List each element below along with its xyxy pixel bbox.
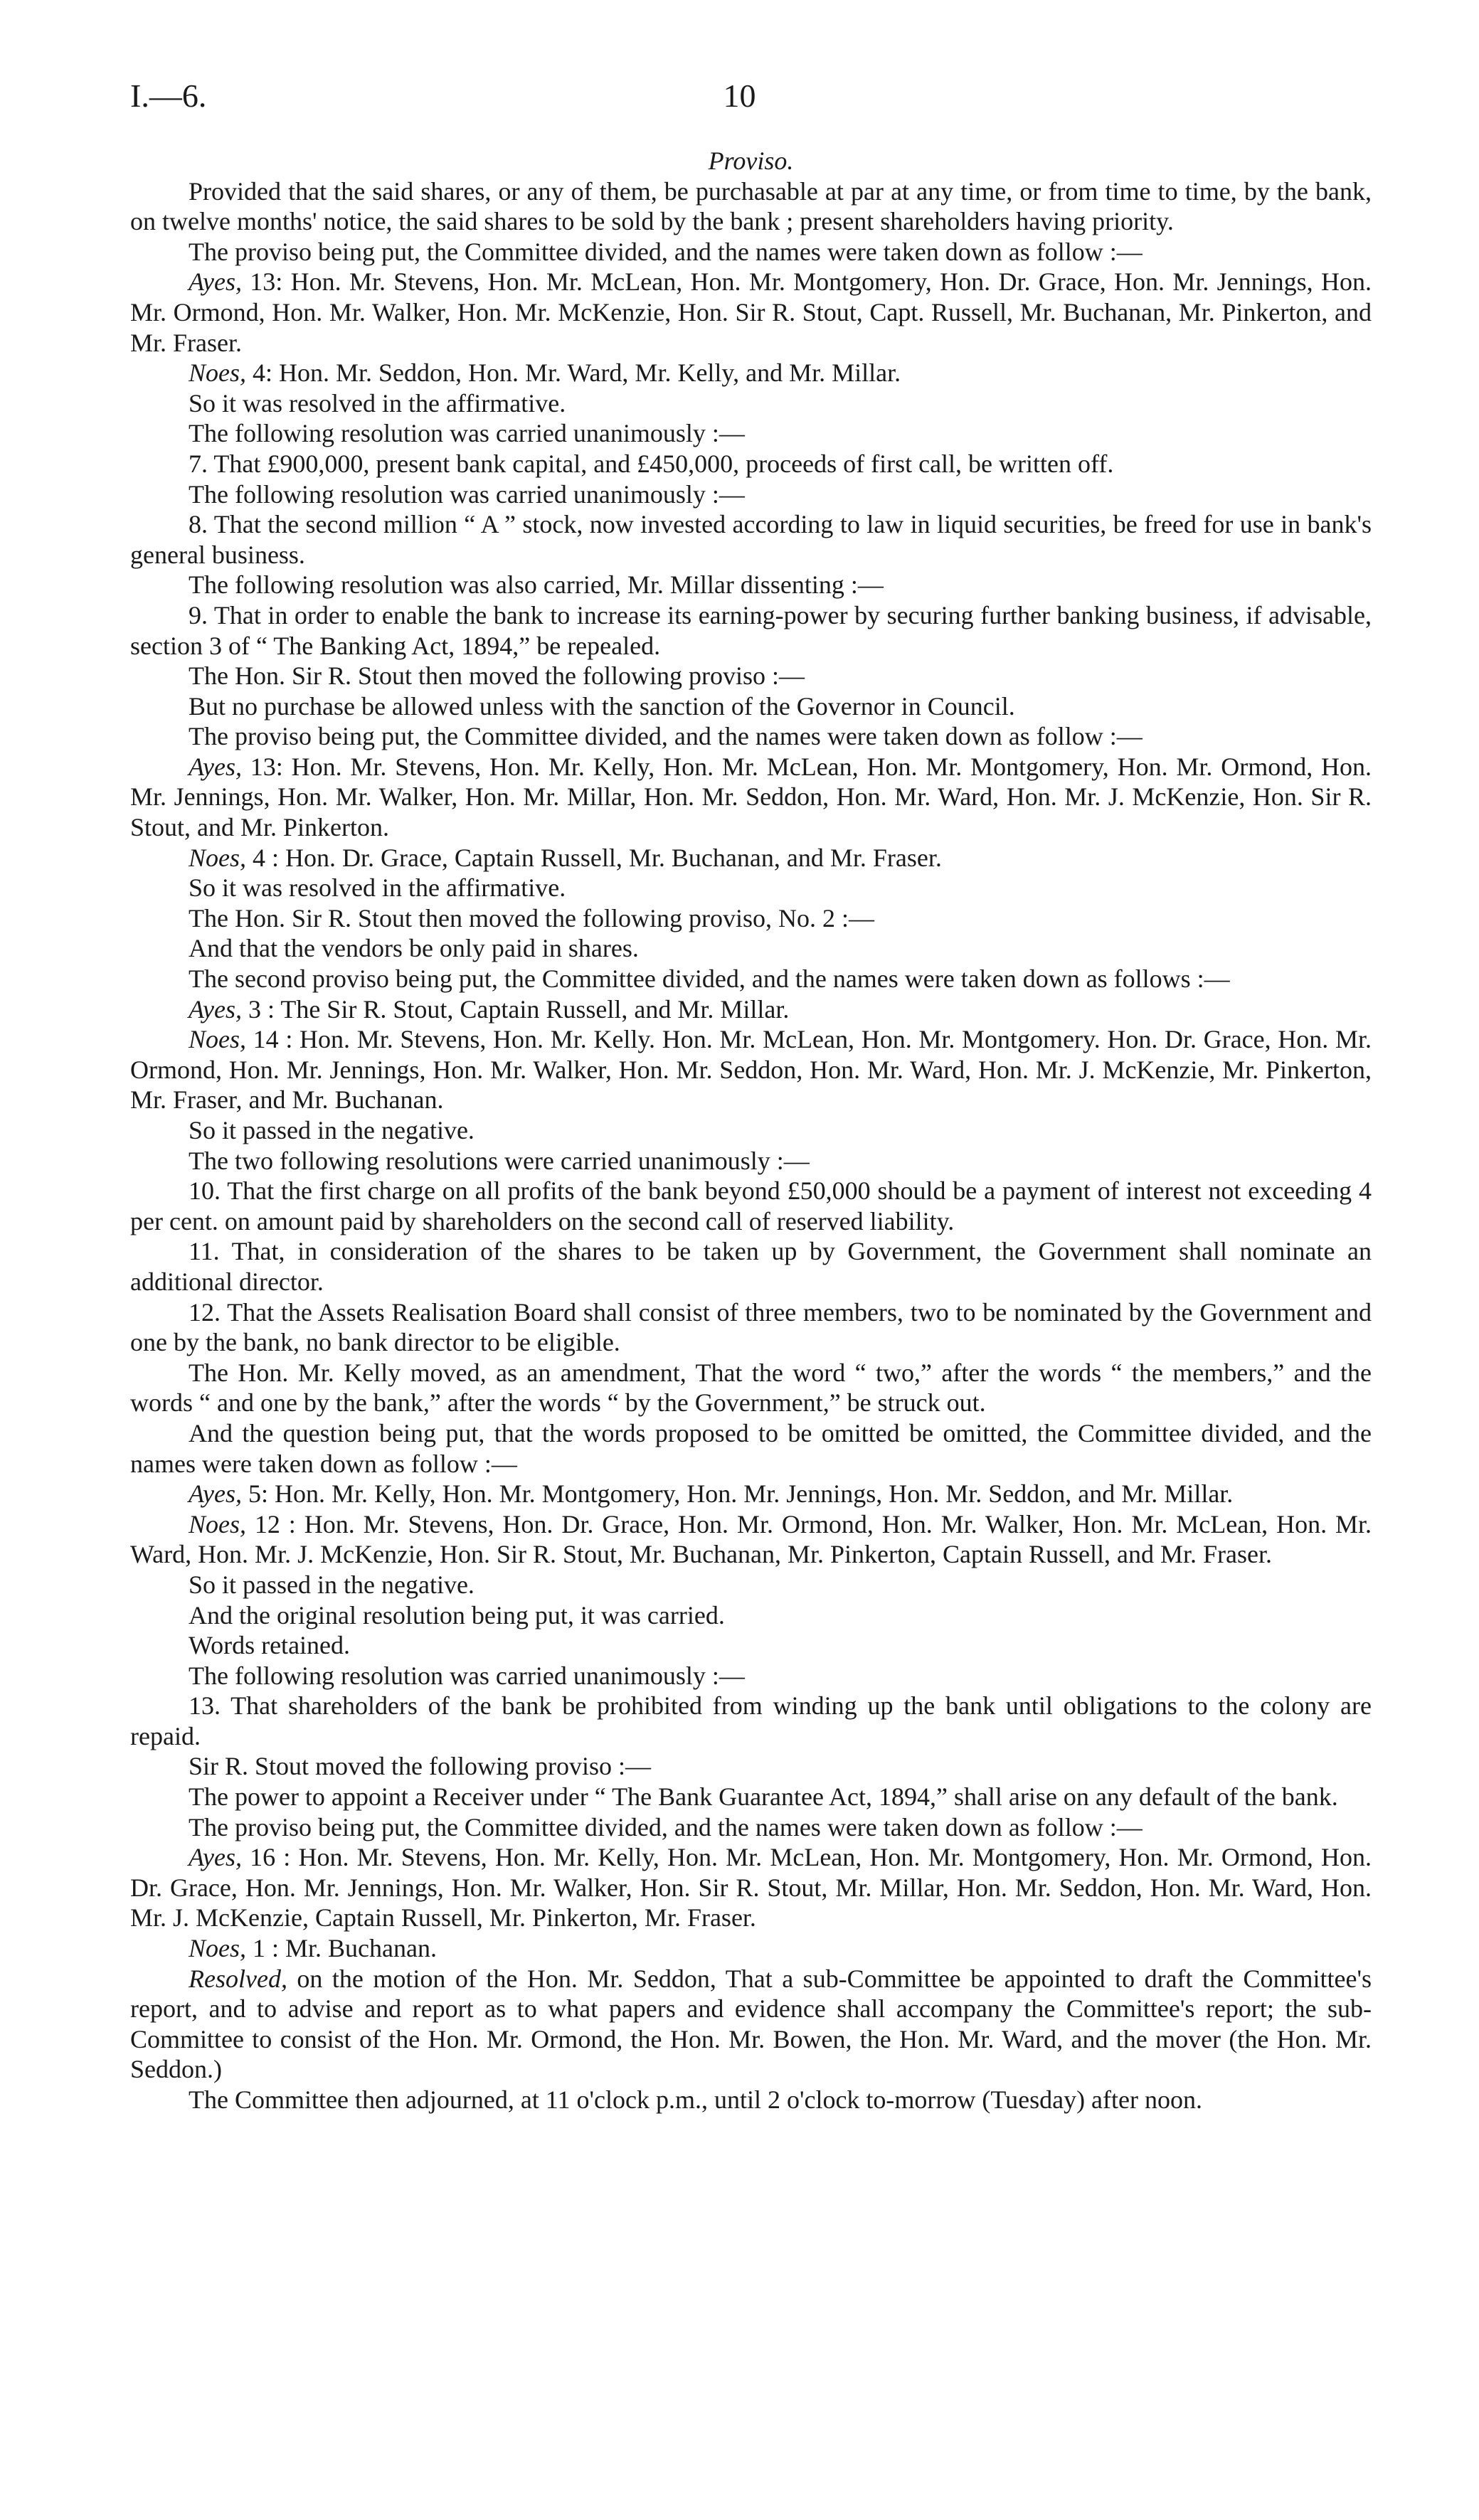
paragraph: [130, 1630, 1372, 1661]
paragraph-text: So it was resolved in the affirmative.: [189, 873, 566, 903]
paragraph: [130, 1933, 1372, 1964]
paragraph: [130, 843, 1372, 873]
paragraph: [130, 418, 1372, 449]
paragraph: [130, 1024, 1372, 1115]
paragraph: [130, 176, 1372, 237]
paragraph-text: The Hon. Sir R. Stout then moved the following proviso, No. 2 :—: [189, 903, 874, 932]
paragraph-lead: Ayes,: [189, 267, 242, 297]
paragraph-text: But no purchase be allowed unless with the sanction of the Governor in Council.: [189, 691, 1015, 721]
paragraph-text: The proviso being put, the Committee divided, and the names were taken down as follow :—: [189, 1812, 1143, 1841]
paragraph-lead: Ayes,: [189, 1479, 242, 1509]
paragraph-lead: Resolved,: [189, 1964, 287, 1993]
paragraph-text: And the question being put, that the words proposed to be omitted be omitted, the Committee divided, and the names were taken down as follow :—: [130, 1418, 1372, 1478]
paragraph: [130, 1691, 1372, 1751]
paragraph-lead: Ayes,: [189, 1843, 242, 1872]
paragraph-text: Provided that the said shares, or any of them, be purchasable at par at any time, or from time to time, by the bank, on twelve months' notice, the said shares to be sold by the bank ; present shareholders having priority.: [130, 176, 1372, 236]
paragraph: [130, 449, 1372, 479]
paragraph-lead: Ayes,: [189, 752, 242, 781]
paragraph-text: The proviso being put, the Committee divided, and the names were taken down as follow :—: [189, 237, 1143, 266]
paragraph-lead: Noes,: [189, 358, 246, 388]
page-number: 10: [723, 78, 756, 114]
paragraph-text: 4: Hon. Mr. Seddon, Hon. Mr. Ward, Mr. Kelly, and Mr. Millar.: [246, 358, 901, 388]
paragraph-text: 4 : Hon. Dr. Grace, Captain Russell, Mr. Buchanan, and Mr. Fraser.: [246, 843, 942, 872]
paragraph-text: The following resolution was carried unanimously :—: [189, 419, 745, 448]
paragraph-lead: Noes,: [189, 1934, 246, 1963]
paragraph-text: So it passed in the negative.: [189, 1570, 475, 1599]
paragraph-lead: Ayes,: [189, 994, 242, 1024]
paragraph-text: 10. That the first charge on all profits of the bank beyond £50,000 should be a payment of interest not exceeding 4 per cent. on amount paid by shareholders on the second call of reserved liability.: [130, 1176, 1372, 1235]
paragraph: [130, 933, 1372, 964]
paragraph: [130, 1115, 1372, 1146]
paragraph-text: So it passed in the negative.: [189, 1116, 475, 1144]
paragraph: [130, 964, 1372, 994]
paragraph-text: 16 : Hon. Mr. Stevens, Hon. Mr. Kelly, Hon. Mr. McLean, Hon. Mr. Montgomery, Hon. Mr. Ormond, Hon. Dr. Grace, Hon. Mr. Jennings, Hon. Mr. Walker, Hon. Sir R. Stout, Mr. Millar, Hon. Mr. Seddon, Hon. Mr. Ward, Hon. Mr. J. McKenzie, Captain Russell, Mr. Pinkerton, Mr. Fraser.: [130, 1843, 1372, 1932]
paragraph-text: 12. That the Assets Realisation Board shall consist of three members, two to be nominated by the Government and one by the bank, no bank director to be eligible.: [130, 1297, 1372, 1357]
paragraph: [130, 873, 1372, 903]
paragraph: [130, 2085, 1372, 2115]
paragraph: [130, 267, 1372, 358]
paragraph: [130, 903, 1372, 934]
paragraph: [130, 1479, 1372, 1509]
paragraph: [130, 1146, 1372, 1176]
paragraph: [130, 358, 1372, 388]
paragraph: [130, 1600, 1372, 1631]
paragraph: [130, 1297, 1372, 1358]
paragraph-text: 12 : Hon. Mr. Stevens, Hon. Dr. Grace, Hon. Mr. Ormond, Hon. Mr. Walker, Hon. Mr. McLean, Hon. Mr. Ward, Hon. Mr. J. McKenzie, Hon. Sir R. Stout, Mr. Buchanan, Mr. Pinkerton, Captain Russell, and Mr. Fraser.: [130, 1509, 1372, 1569]
document-body: [130, 146, 1372, 2115]
paragraph: [130, 237, 1372, 267]
paragraph-text: 1 : Mr. Buchanan.: [246, 1934, 437, 1963]
paragraph-text: The following resolution was also carried, Mr. Millar dissenting :—: [189, 570, 884, 600]
paragraph: [130, 661, 1372, 691]
paragraph-text: 9. That in order to enable the bank to increase its earning-power by securing further banking business, if advisable, section 3 of “ The Banking Act, 1894,” be repealed.: [130, 600, 1372, 660]
paragraph-text: The proviso being put, the Committee divided, and the names were taken down as follow :—: [189, 722, 1143, 751]
paragraph-text: 11. That, in consideration of the shares to be taken up by Government, the Government shall nominate an additional director.: [130, 1237, 1372, 1296]
paragraph-lead: Noes,: [189, 1509, 246, 1538]
paragraph: [130, 1751, 1372, 1782]
paragraph-text: 3 : The Sir R. Stout, Captain Russell, and Mr. Millar.: [241, 994, 790, 1024]
paragraph-text: 7. That £900,000, present bank capital, and £450,000, proceeds of first call, be written off.: [189, 449, 1114, 478]
paragraph: [130, 721, 1372, 752]
paragraph: [130, 1812, 1372, 1843]
paragraph-text: on the motion of the Hon. Mr. Seddon, That a sub-Committee be appointed to draft the Committee's report, and to advise and report as to what papers and evidence shall accompany the Committee's report; the sub-Committee to consist of the Hon. Mr. Ormond, the Hon. Mr. Bowen, the Hon. Mr. Ward, and the mover (the Hon. Mr. Seddon.): [130, 1964, 1372, 2084]
paragraph: [130, 1358, 1372, 1418]
document-reference: I.—6.: [130, 78, 207, 114]
paragraph: [130, 1661, 1372, 1691]
paragraph: [130, 479, 1372, 510]
paragraph: [130, 1964, 1372, 2085]
paragraph-text: The second proviso being put, the Committee divided, and the names were taken down as follows :—: [189, 964, 1230, 994]
paragraph-text: And that the vendors be only paid in shares.: [189, 934, 639, 963]
paragraph: [130, 1418, 1372, 1479]
paragraph-text: Sir R. Stout moved the following proviso :—: [189, 1752, 652, 1781]
paragraph: [130, 1782, 1372, 1812]
paragraph: [130, 1570, 1372, 1600]
paragraph-text: 13: Hon. Mr. Stevens, Hon. Mr. Kelly, Hon. Mr. McLean, Hon. Mr. Montgomery, Hon. Mr. Ormond, Hon. Mr. Jennings, Hon. Mr. Walker, Hon. Mr. Millar, Hon. Mr. Seddon, Hon. Mr. Ward, Hon. Mr. J. McKenzie, Hon. Sir R. Stout, and Mr. Pinkerton.: [130, 752, 1372, 842]
paragraph: [130, 570, 1372, 600]
page-header: [0, 77, 1479, 119]
paragraph: [130, 752, 1372, 843]
paragraph-text: The following resolution was carried unanimously :—: [189, 1661, 745, 1690]
paragraph-lead: Noes,: [189, 1025, 246, 1054]
paragraph: [130, 1509, 1372, 1570]
paragraph-text: The following resolution was carried unanimously :—: [189, 479, 745, 509]
paragraph-text: So it was resolved in the affirmative.: [189, 388, 566, 418]
paragraph: [130, 600, 1372, 661]
paragraph-lead: Noes,: [189, 843, 246, 872]
paragraph-text: The Hon. Sir R. Stout then moved the following proviso :—: [189, 661, 805, 691]
paragraph: [130, 1842, 1372, 1933]
paragraph-text: 14 : Hon. Mr. Stevens, Hon. Mr. Kelly. Hon. Mr. McLean, Hon. Mr. Montgomery. Hon. Dr. Grace, Hon. Mr. Ormond, Hon. Mr. Jennings, Hon. Mr. Walker, Hon. Mr. Seddon, Hon. Mr. Ward, Hon. Mr. J. McKenzie, Mr. Pinkerton, Mr. Fraser, and Mr. Buchanan.: [130, 1025, 1372, 1115]
paragraph: [130, 1236, 1372, 1297]
paragraph: [130, 691, 1372, 722]
paragraph: [130, 994, 1372, 1025]
paragraph-text: The two following resolutions were carried unanimously :—: [189, 1146, 810, 1175]
paragraph-text: And the original resolution being put, it was carried.: [189, 1600, 725, 1630]
paragraph-text: The Hon. Mr. Kelly moved, as an amendment, That the word “ two,” after the words “ the members,” and the words “ and one by the bank,” after the words “ by the Government,” be struck out.: [130, 1358, 1372, 1418]
paragraph-text: Words retained.: [189, 1631, 351, 1660]
paragraph: [130, 509, 1372, 570]
section-heading: Proviso.: [708, 147, 794, 175]
paragraph-text: 5: Hon. Mr. Kelly, Hon. Mr. Montgomery, Hon. Mr. Jennings, Hon. Mr. Seddon, and Mr. Millar.: [241, 1479, 1234, 1509]
paragraph: [130, 388, 1372, 419]
paragraph-text: The power to appoint a Receiver under “ The Bank Guarantee Act, 1894,” shall arise on any default of the bank.: [189, 1782, 1338, 1812]
paragraph-text: 8. That the second million “ A ” stock, now invested according to law in liquid securities, be freed for use in bank's general business.: [130, 510, 1372, 569]
paragraph-text: 13: Hon. Mr. Stevens, Hon. Mr. McLean, Hon. Mr. Montgomery, Hon. Dr. Grace, Hon. Mr. Jennings, Hon. Mr. Ormond, Hon. Mr. Walker, Hon. Mr. McKenzie, Hon. Sir R. Stout, Capt. Russell, Mr. Buchanan, Mr. Pinkerton, and Mr. Fraser.: [130, 267, 1372, 357]
paragraph-text: The Committee then adjourned, at 11 o'clock p.m., until 2 o'clock to-morrow (Tuesday) after noon.: [189, 2085, 1202, 2114]
paragraph-text: 13. That shareholders of the bank be prohibited from winding up the bank until obligations to the colony are repaid.: [130, 1691, 1372, 1750]
paragraph: [130, 1176, 1372, 1236]
